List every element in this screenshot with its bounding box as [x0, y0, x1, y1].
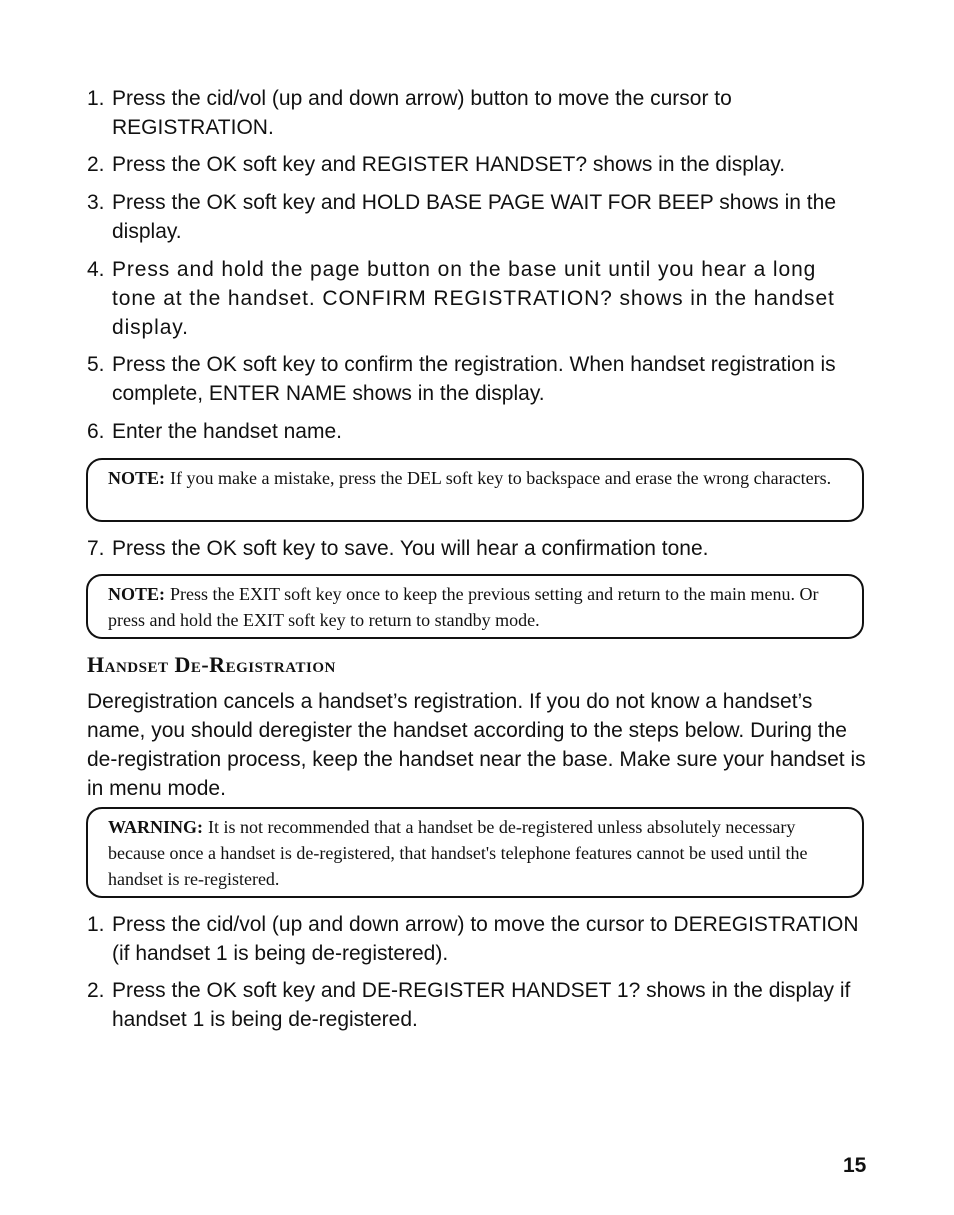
step-4-press-page-button: [87, 255, 867, 342]
note-box-exit-key: [86, 574, 864, 639]
step-3-hold-base-page: [87, 188, 867, 246]
note-label: NOTE:: [108, 584, 166, 604]
step-text: Press the OK soft key to confirm the registration. When handset registration is complete, ENTER NAME shows in the display.: [112, 353, 836, 405]
step-text: Press the cid/vol (up and down arrow) to move the cursor to DEREGISTRATION (if handset 1 is being de-registered).: [112, 913, 859, 965]
step-text: Enter the handset name.: [112, 420, 342, 443]
step-text: Press the cid/vol (up and down arrow) button to move the cursor to REGISTRATION.: [112, 87, 732, 139]
dereg-step-2: [87, 976, 867, 1034]
step-text: Press the OK soft key and DE-REGISTER HANDSET 1? shows in the display if handset 1 is being de-registered.: [112, 979, 851, 1031]
step-text: Press the OK soft key to save. You will hear a confirmation tone.: [112, 537, 709, 560]
step-1-move-cursor: [87, 84, 867, 142]
step-7-save: [87, 534, 867, 563]
step-2-register-handset: [87, 150, 867, 179]
section-heading: Handset De-Registration: [87, 652, 336, 677]
note-label: NOTE:: [108, 468, 166, 488]
warning-label: WARNING:: [108, 817, 204, 837]
step-number: 4.: [87, 258, 105, 281]
step-number: 1.: [87, 87, 105, 110]
step-text: Press and hold the page button on the base unit until you hear a long tone at the handset. CONFIRM REGISTRATION? shows in the handset display.: [112, 258, 835, 339]
warning-box: [86, 807, 864, 898]
step-number: 2.: [87, 979, 105, 1002]
step-number: 5.: [87, 353, 105, 376]
step-number: 3.: [87, 191, 105, 214]
note-text: Press the EXIT soft key once to keep the previous setting and return to the main menu. Or press and hold the EXIT soft key to return to standby mode.: [108, 584, 819, 630]
note-text: If you make a mistake, press the DEL soft key to backspace and erase the wrong characters.: [170, 468, 832, 488]
section-intro: Deregistration cancels a handset’s registration. If you do not know a handset’s name, you should deregister the handset according to the steps below. During the de-registration process, keep the handset near the base. Make sure your handset is in menu mode.: [87, 690, 866, 800]
step-text: Press the OK soft key and HOLD BASE PAGE WAIT FOR BEEP shows in the display.: [112, 191, 836, 243]
step-number: 6.: [87, 420, 105, 443]
step-6-enter-name: [87, 417, 867, 446]
warning-text: It is not recommended that a handset be de-registered unless absolutely necessary because once a handset is de-registered, that handset's telephone features cannot be used until the handset is re-registered.: [108, 817, 808, 889]
step-text: Press the OK soft key and REGISTER HANDSET? shows in the display.: [112, 153, 786, 176]
page-number: 15: [843, 1154, 867, 1177]
step-number: 1.: [87, 913, 105, 936]
step-number: 2.: [87, 153, 105, 176]
step-5-confirm-registration: [87, 350, 867, 408]
dereg-step-1: [87, 910, 867, 968]
step-number: 7.: [87, 537, 105, 560]
note-box-del-key: [86, 458, 864, 522]
